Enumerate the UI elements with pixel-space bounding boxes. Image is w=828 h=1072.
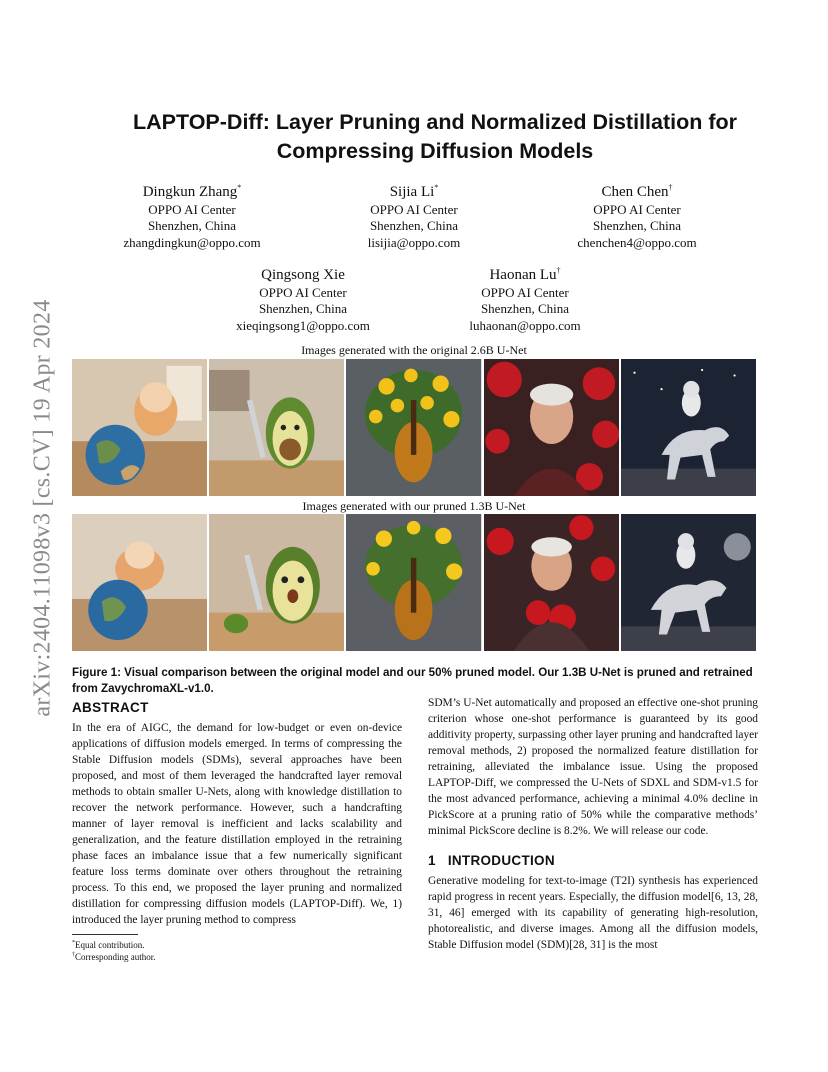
violin-flowers-image xyxy=(346,359,481,496)
figure-caption: Figure 1: Visual comparison between the original model and our 50% pruned model. Our 1.3B U-Net is pruned and retrained from ZavychromaXL-v1.0. xyxy=(72,666,753,695)
paper-title xyxy=(70,108,800,166)
cat-globe-image xyxy=(72,514,207,651)
strip-caption-original: Images generated with the original 2.6B U-Net xyxy=(301,343,527,357)
left-column xyxy=(72,700,402,928)
abstract-text: In the era of AIGC, the demand for low-budget or even on-device applications of diffusion models emerged. In terms of compressing the Stable Diffusion models (SDMs), several approaches have been proposed, and most of them leveraged the handcrafted layer removal methods to obtain smaller U-Nets, along with knowledge distillation to recover the network performance. However, such a handcrafting manner of layer removal is inefficient and lacks scalability and generalization, and the feature distillation employed in the retraining phase faces an imbalance issue that a few numerically significant feature loss terms dominate over others throughout the retraining process. To this end, we proposed the layer pruning and normalized distillation for compressing diffusion models (LAPTOP-Diff). We, 1) introduced the layer pruning method to compress xyxy=(72,722,402,926)
image-strip-original xyxy=(72,359,756,496)
section-title: INTRODUCTION xyxy=(447,853,555,868)
image-strip-pruned xyxy=(72,514,756,651)
author-org: OPPO AI Center xyxy=(259,285,347,300)
introduction-heading xyxy=(428,853,758,869)
author-org: OPPO AI Center xyxy=(148,202,236,217)
footnote-text: Corresponding author. xyxy=(75,952,156,962)
footnote-text: Equal contribution. xyxy=(75,940,145,950)
author-email: zhangdingkun@oppo.com xyxy=(123,234,261,250)
author-mark: † xyxy=(668,183,673,192)
author-email: xieqingsong1@oppo.com xyxy=(236,317,370,333)
abstract-heading: ABSTRACT xyxy=(72,700,149,715)
author-location: Shenzhen, China xyxy=(480,301,570,317)
author-org: OPPO AI Center xyxy=(593,202,681,217)
author-name: Chen Chen xyxy=(601,184,669,200)
author-location: Shenzhen, China xyxy=(369,218,459,234)
strip-caption-pruned: Images generated with our pruned 1.3B U-Net xyxy=(302,499,526,513)
author-email: chenchen4@oppo.com xyxy=(577,234,697,250)
author-mark: * xyxy=(237,183,242,192)
author-block xyxy=(77,178,307,251)
astronaut-horse-image xyxy=(621,514,756,651)
footnote-mark: † xyxy=(72,952,75,958)
right-column xyxy=(428,695,758,953)
author-mark: † xyxy=(556,266,561,275)
author-name: Dingkun Zhang xyxy=(142,184,238,200)
author-block xyxy=(299,178,529,251)
avocado-knife-image xyxy=(209,359,344,496)
cat-globe-image xyxy=(72,359,207,496)
footnote-rule xyxy=(72,934,138,935)
old-man-balloons-image xyxy=(484,514,619,651)
avocado-knife-image xyxy=(209,514,344,651)
author-name: Qingsong Xie xyxy=(261,267,345,283)
author-org: OPPO AI Center xyxy=(370,202,458,217)
author-org: OPPO AI Center xyxy=(481,285,569,300)
arxiv-identifier-text: arXiv:2404.11098v3 [cs.CV] 19 Apr 2024 xyxy=(29,299,56,717)
author-mark: * xyxy=(434,183,439,192)
author-location: Shenzhen, China xyxy=(147,218,237,234)
footnote-corresponding xyxy=(72,949,156,963)
title-line-1: LAPTOP-Diff: Layer Pruning and Normalized Distillation for xyxy=(132,110,738,134)
title-line-2: Compressing Diffusion Models xyxy=(276,139,594,163)
author-block xyxy=(522,178,752,251)
violin-flowers-image xyxy=(346,514,481,651)
author-location: Shenzhen, China xyxy=(258,301,348,317)
author-name: Sijia Li xyxy=(389,184,435,200)
author-block xyxy=(188,261,418,334)
footnote-mark: * xyxy=(72,940,75,946)
arxiv-identifier xyxy=(14,268,72,748)
author-block xyxy=(410,261,640,334)
old-man-balloons-image xyxy=(484,359,619,496)
author-email: lisijia@oppo.com xyxy=(367,234,461,250)
author-location: Shenzhen, China xyxy=(592,218,682,234)
section-number: 1 xyxy=(428,853,436,868)
introduction-text: Generative modeling for text-to-image (T2I) synthesis has experienced rapid progress in recent years. Especially, the diffusion model[6, 13, 28, 31, 46] emerged with its capability of generating high-resolution, photorealistic, and diverse images. Among all the diffusion models, Stable Diffusion model (SDM)[28, 31] is the most xyxy=(428,875,758,951)
author-email: luhaonan@oppo.com xyxy=(469,317,581,333)
astronaut-horse-image xyxy=(621,359,756,496)
author-name: Haonan Lu xyxy=(489,267,557,283)
abstract-continued-text: SDM’s U-Net automatically and proposed an effective one-shot pruning criterion whose one-shot performance is guaranteed by its good additivity property, surpassing other layer pruning and handcrafted layer removal methods, 2) proposed the normalized feature distillation for retraining, alleviated the imbalance issue. Using the proposed LAPTOP-Diff, we compressed the U-Nets of SDXL and SDM-v1.5 for the most advanced performance, achieving a minimal 4.0% decline in PickScore at a pruning ratio of 50% while the comparative methods’ minimal PickScore decline is 8.2%. We will release our code. xyxy=(428,697,758,837)
